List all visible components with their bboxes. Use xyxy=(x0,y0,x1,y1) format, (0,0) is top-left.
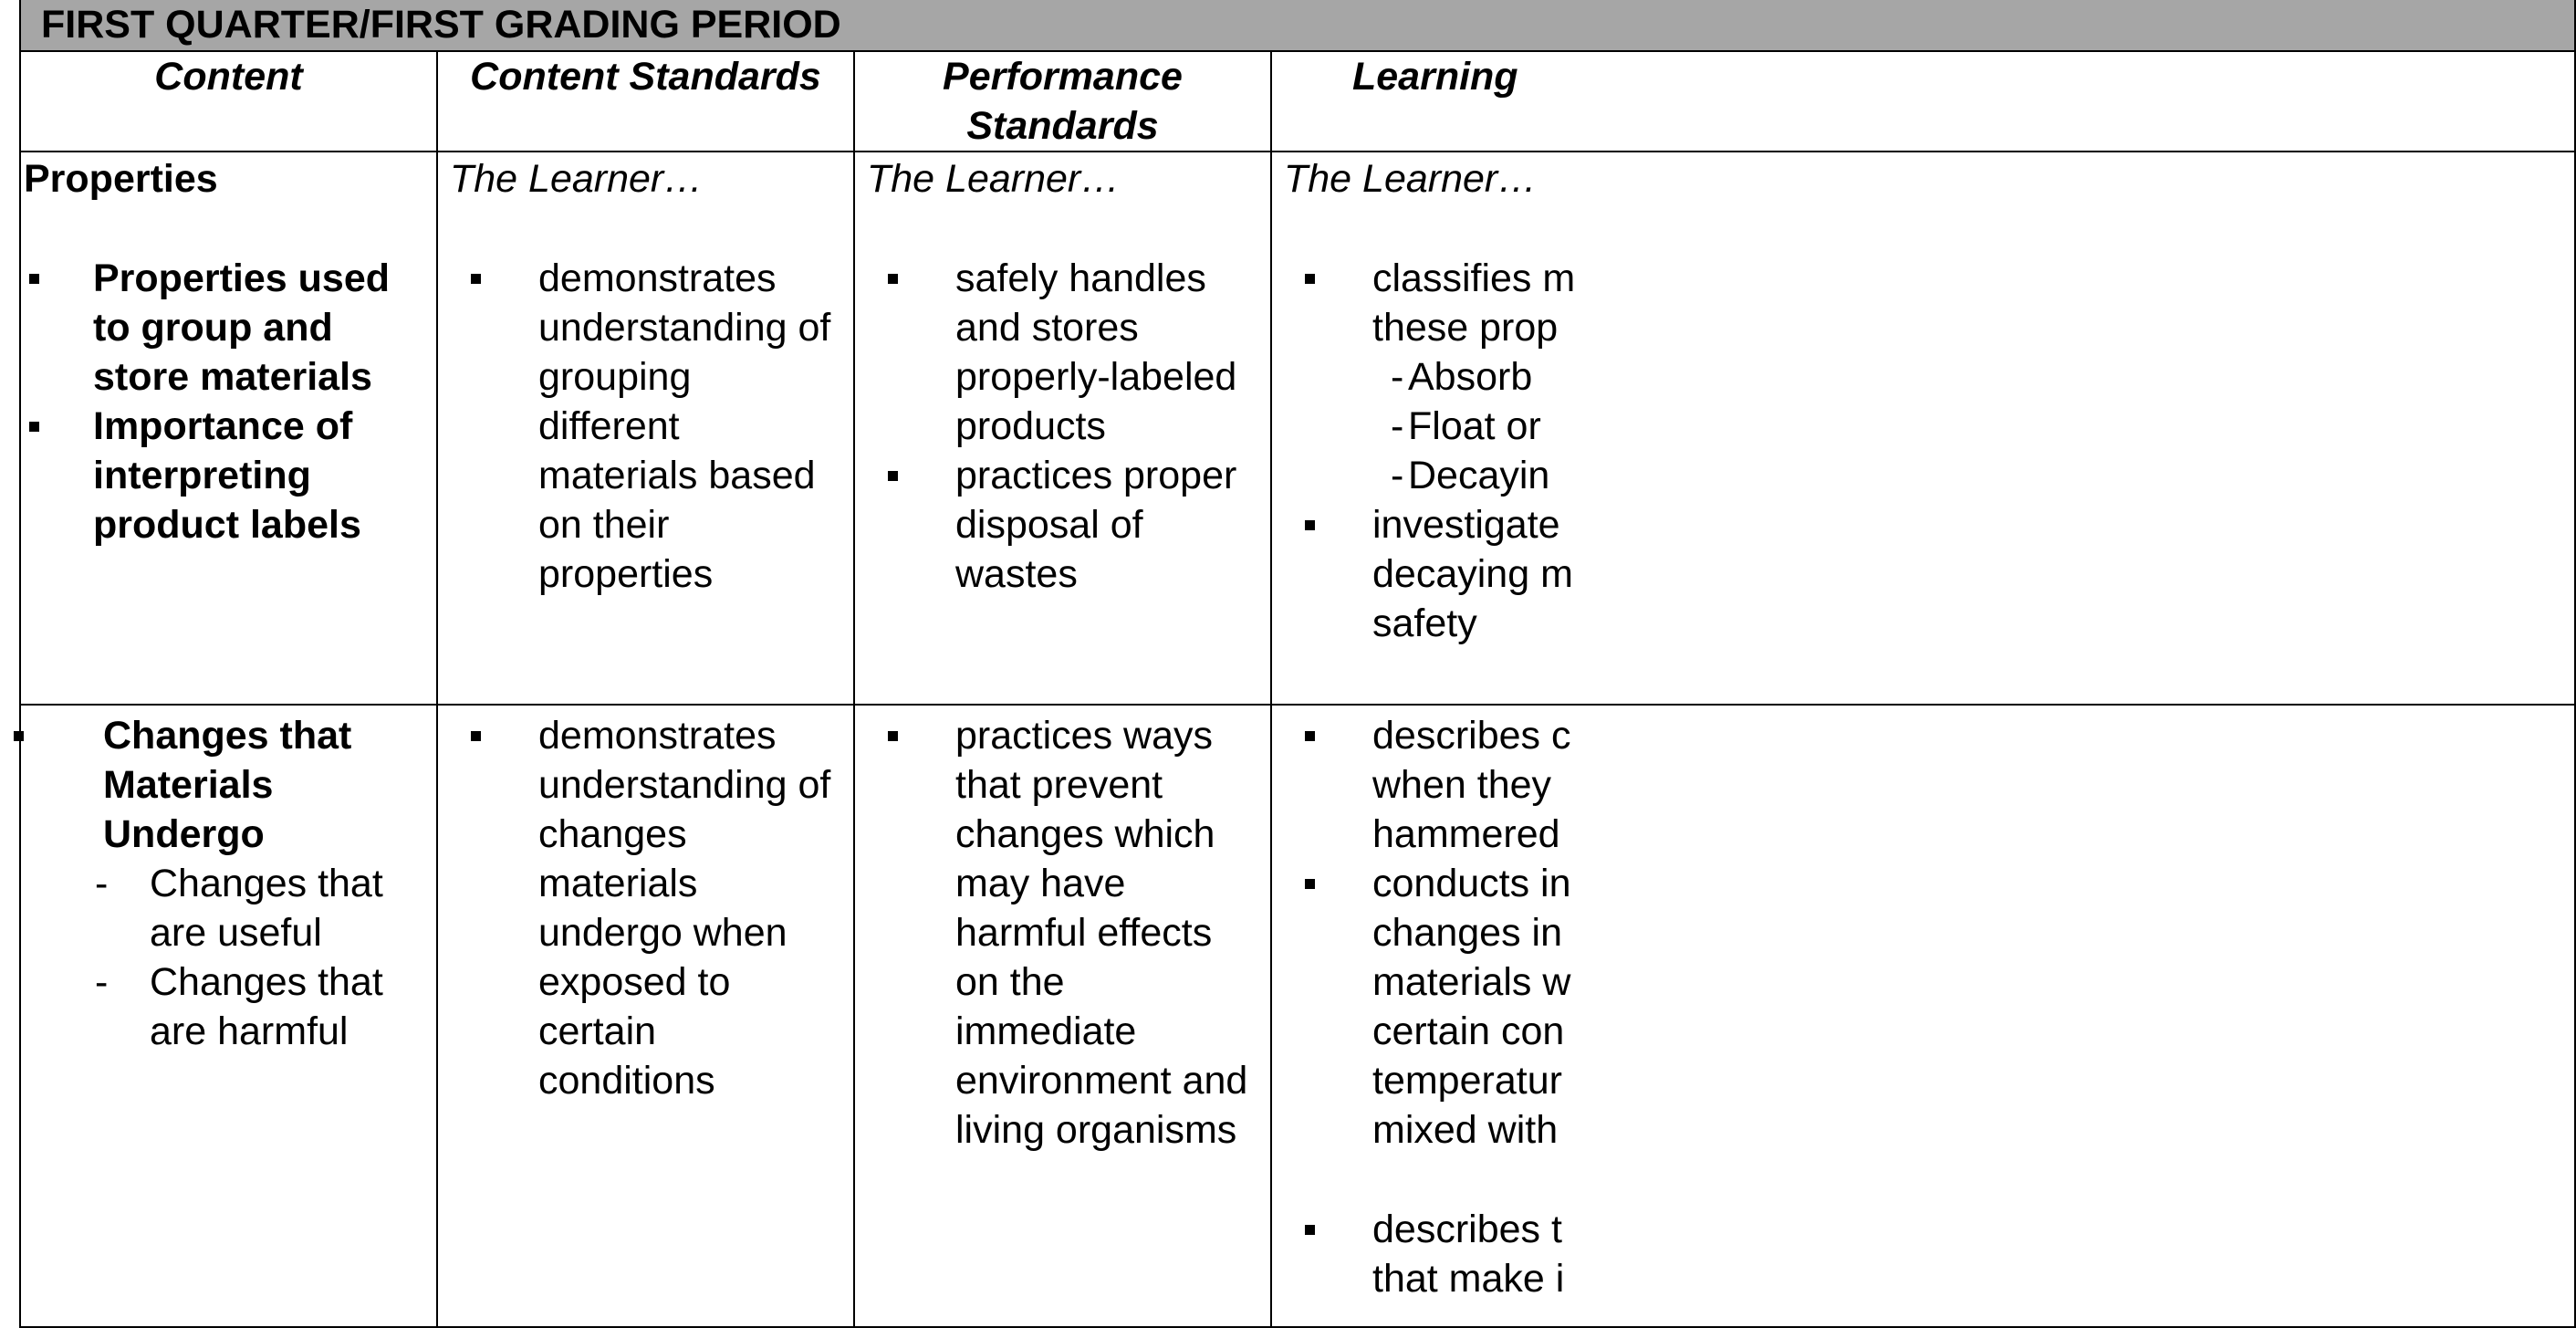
list-item: Properties used to group and store materials xyxy=(24,254,418,402)
grading-period-title: FIRST QUARTER/FIRST GRADING PERIOD xyxy=(20,0,2575,51)
curriculum-table xyxy=(19,0,2576,1328)
sub-list-item: - Absorb xyxy=(1372,352,1585,402)
content-standards-cell xyxy=(437,152,854,705)
list-item-text: classifies m these prop xyxy=(1372,256,1576,350)
sub-list-item: - Changes that are harmful xyxy=(95,957,418,1056)
table-row xyxy=(20,152,2575,705)
content-title: Properties xyxy=(24,157,218,201)
list-item xyxy=(8,711,418,1056)
grading-period-banner-row xyxy=(20,0,2575,51)
list-item: demonstrates understanding of changes materials undergo when exposed to certain conditions xyxy=(450,711,835,1105)
list-item: describes t that make i xyxy=(1284,1205,1585,1303)
header-learning-competencies: Learning xyxy=(1271,51,2575,152)
learning-competencies-cell xyxy=(1271,152,2575,705)
content-standards-cell xyxy=(437,705,854,1327)
list-item: conducts in changes in materials w certain con temperatur mixed with xyxy=(1284,859,1585,1155)
header-performance-standards: Performance Standards xyxy=(854,51,1271,152)
content-title: Changes that Materials Undergo xyxy=(103,714,352,856)
list-item: demonstrates understanding of grouping different materials based on their properties xyxy=(450,254,835,599)
header-content: Content xyxy=(20,51,437,152)
list-item: safely handles and stores properly-labeled products xyxy=(867,254,1252,451)
list-item: practices ways that prevent changes which may have harmful effects on the immediate environment and living organisms xyxy=(867,711,1252,1155)
list-item: investigate decaying m safety xyxy=(1284,500,1585,648)
content-cell xyxy=(20,705,437,1327)
table-row xyxy=(20,705,2575,1327)
learner-lead: The Learner… xyxy=(867,157,1121,201)
performance-standards-cell xyxy=(854,152,1271,705)
sub-list-item: - Decayin xyxy=(1372,451,1585,500)
performance-standards-cell xyxy=(854,705,1271,1327)
learner-lead: The Learner… xyxy=(1284,157,1538,201)
learner-lead: The Learner… xyxy=(450,157,704,201)
header-content-standards: Content Standards xyxy=(437,51,854,152)
list-item: Importance of interpreting product labels xyxy=(24,402,418,549)
list-item xyxy=(1284,254,1585,500)
sub-list-item: - Float or xyxy=(1372,402,1585,451)
sub-list-item: - Changes that are useful xyxy=(95,859,418,957)
column-header-row xyxy=(20,51,2575,152)
list-item: practices proper disposal of wastes xyxy=(867,451,1252,599)
content-cell xyxy=(20,152,437,705)
learning-competencies-cell xyxy=(1271,705,2575,1327)
list-item: describes c when they hammered xyxy=(1284,711,1585,859)
